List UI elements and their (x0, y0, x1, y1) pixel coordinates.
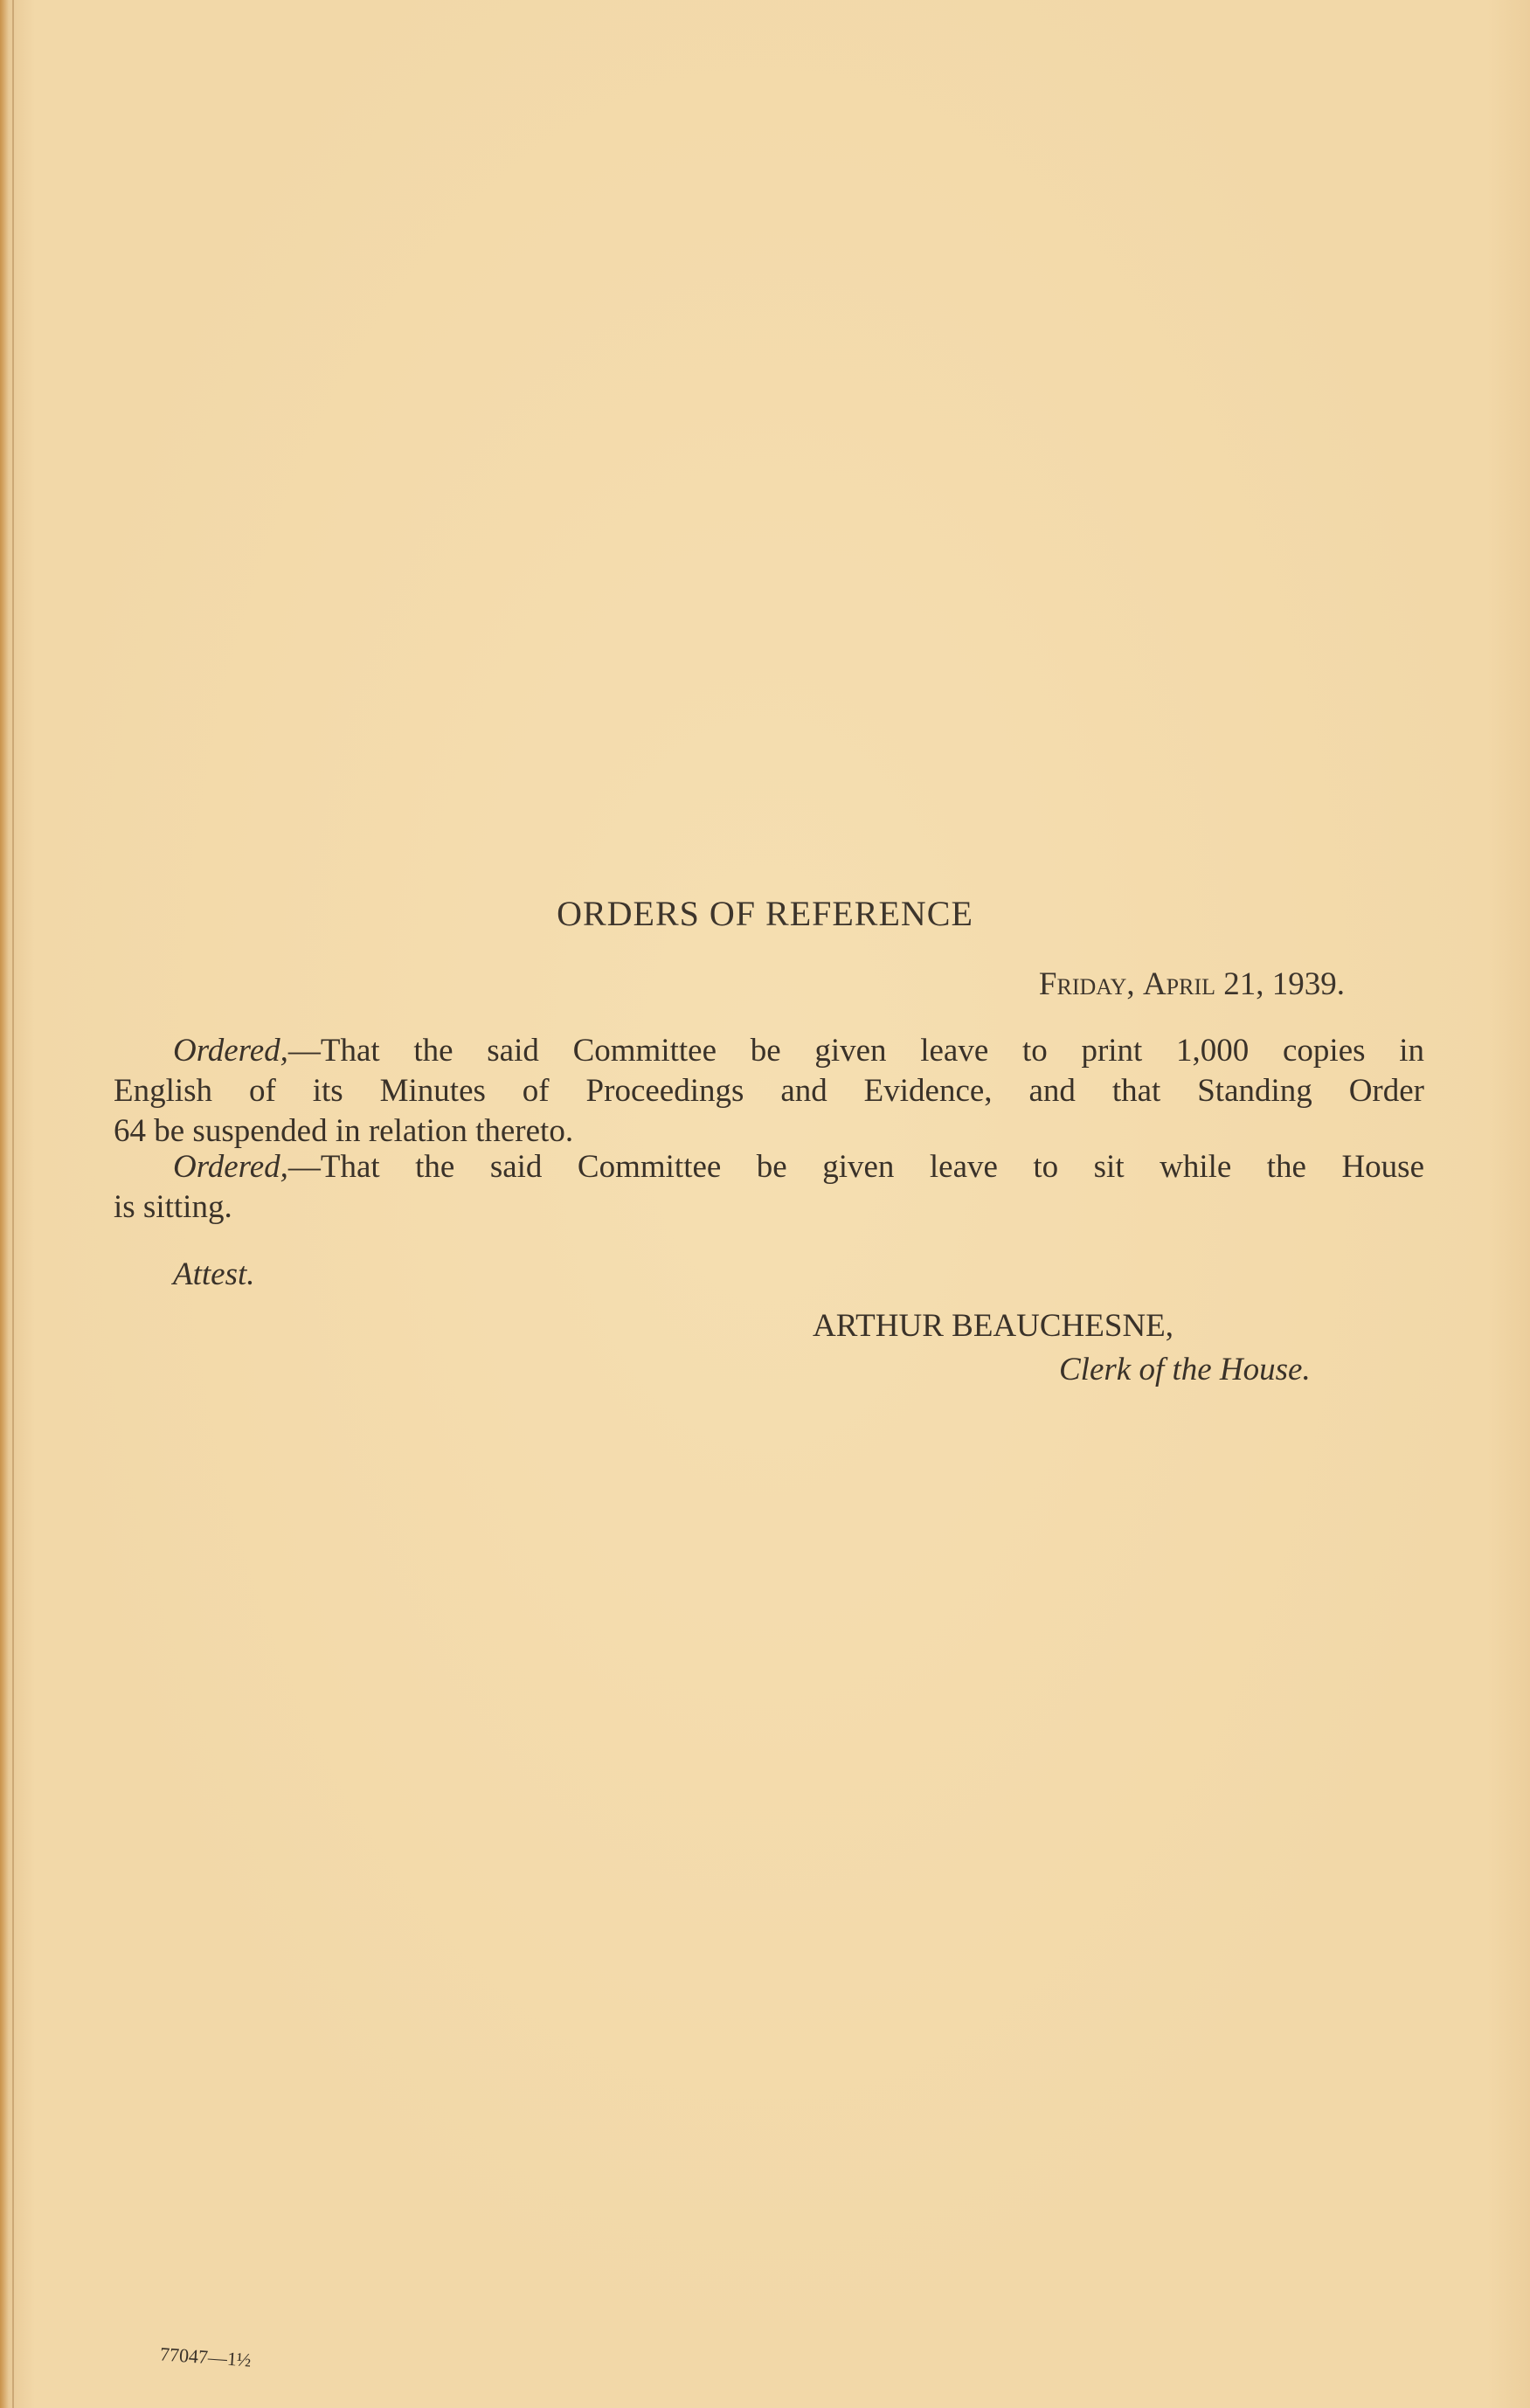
order-1-line-3: 64 be suspended in relation thereto. (114, 1113, 574, 1149)
order-1-lead: Ordered, (173, 1033, 288, 1069)
page-left-edge (0, 0, 9, 2408)
date-day: Friday, (1038, 966, 1135, 1002)
order-2-line-1 (114, 1147, 1424, 1187)
order-1-line-2: English of its Minutes of Proceedings and Evidence, and that Standing Order (114, 1073, 1424, 1109)
attest-label: Attest. (173, 1256, 255, 1292)
print-code: 77047—1½ (159, 2342, 253, 2371)
document-heading: ORDERS OF REFERENCE (557, 894, 973, 933)
order-2-text-1: —That the said Committee be given leave to sit while the House (287, 1149, 1424, 1185)
order-paragraph-1 (114, 1031, 1424, 1152)
order-1-text-1: —That the said Committee be given leave to print 1,000 copies in (287, 1033, 1424, 1069)
signer-name: ARTHUR BEAUCHESNE, (813, 1308, 1174, 1344)
order-1-line-1 (114, 1031, 1424, 1071)
date-month: April (1142, 966, 1215, 1002)
document-date (1039, 965, 1345, 1003)
order-paragraph-2 (114, 1147, 1424, 1228)
order-2-line-2: is sitting. (114, 1189, 232, 1225)
page-binding-line (12, 0, 14, 2408)
date-rest: 21, 1939. (1215, 966, 1345, 1002)
signer-title: Clerk of the House. (1059, 1352, 1311, 1387)
order-2-lead: Ordered, (173, 1149, 288, 1185)
